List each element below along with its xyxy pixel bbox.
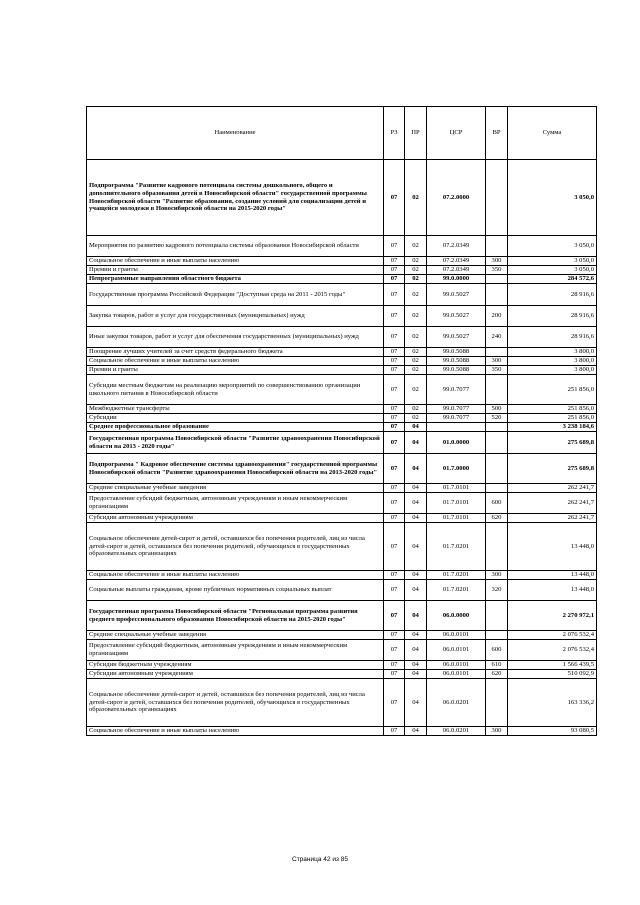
cell-rz: 07: [384, 284, 405, 306]
cell-csr: 99.0.5088: [427, 366, 486, 375]
cell-name: Межбюджетные трансферты: [87, 405, 384, 414]
page-number: Страница 42 из 85: [292, 856, 348, 863]
header-sum: Сумма: [508, 107, 597, 160]
cell-rz: 07: [384, 580, 405, 601]
cell-rz: 07: [384, 357, 405, 366]
cell-csr: 99.0.5088: [427, 357, 486, 366]
cell-sum: 3 800,0: [508, 357, 597, 366]
cell-pr: 04: [405, 670, 427, 679]
table-row: [87, 236, 597, 257]
cell-vr: 620: [486, 670, 508, 679]
cell-rz: 07: [384, 423, 405, 432]
cell-sum: 251 856,0: [508, 414, 597, 423]
cell-name: Средние специальные учебные заведения: [87, 484, 384, 493]
cell-csr: 99.0.5027: [427, 284, 486, 306]
cell-name: Государственная программа Российской Федерации "Доступная среда на 2011 - 2015 годы": [87, 284, 384, 306]
cell-rz: 07: [384, 670, 405, 679]
cell-rz: 07: [384, 514, 405, 523]
cell-csr: 06.0.0000: [427, 601, 486, 631]
table-row: [87, 601, 597, 631]
table-row: [87, 423, 597, 432]
cell-sum: 275 689,8: [508, 454, 597, 484]
cell-name: Премии и гранты: [87, 266, 384, 275]
cell-sum: 3 050,0: [508, 257, 597, 266]
cell-name: Социальное обеспечение детей-сирот и детей, оставшихся без попечения родителей, лиц из числа детей-сирот и детей, оставшихся без попечения родителей, обучающихся в государственных образовательных организациях: [87, 523, 384, 571]
cell-sum: 28 916,6: [508, 284, 597, 306]
cell-sum: 262 241,7: [508, 484, 597, 493]
cell-csr: 06.0.0101: [427, 631, 486, 640]
cell-sum: 28 916,6: [508, 327, 597, 348]
table-row: [87, 414, 597, 423]
cell-pr: 02: [405, 266, 427, 275]
cell-vr: [486, 631, 508, 640]
cell-pr: 04: [405, 580, 427, 601]
cell-name: Поощрение лучших учителей за счет средств федерального бюджета: [87, 348, 384, 357]
cell-sum: 163 336,2: [508, 679, 597, 727]
table-row: [87, 257, 597, 266]
cell-sum: 13 448,0: [508, 580, 597, 601]
cell-vr: 350: [486, 366, 508, 375]
cell-rz: 07: [384, 414, 405, 423]
cell-vr: [486, 523, 508, 571]
table-row: [87, 348, 597, 357]
cell-pr: 02: [405, 284, 427, 306]
cell-sum: 3 050,0: [508, 236, 597, 257]
table-row: [87, 375, 597, 405]
table-row: [87, 454, 597, 484]
cell-csr: 01.7.0000: [427, 454, 486, 484]
cell-pr: 04: [405, 679, 427, 727]
cell-pr: 04: [405, 571, 427, 580]
cell-pr: 02: [405, 257, 427, 266]
cell-sum: 93 080,5: [508, 727, 597, 736]
cell-pr: 04: [405, 523, 427, 571]
cell-csr: 01.7.0101: [427, 493, 486, 514]
cell-pr: 04: [405, 514, 427, 523]
cell-csr: 99.0.5027: [427, 306, 486, 327]
cell-csr: 01.7.0101: [427, 484, 486, 493]
cell-sum: 3 800,0: [508, 366, 597, 375]
cell-csr: [427, 423, 486, 432]
cell-vr: 600: [486, 493, 508, 514]
cell-csr: 99.0.5027: [427, 327, 486, 348]
cell-csr: 01.0.0000: [427, 432, 486, 454]
budget-table: [86, 106, 597, 736]
cell-rz: 07: [384, 266, 405, 275]
cell-csr: 06.0.0101: [427, 670, 486, 679]
cell-pr: 02: [405, 275, 427, 284]
cell-sum: 284 572,6: [508, 275, 597, 284]
header-name: Наименование: [87, 107, 384, 160]
table-row: [87, 727, 597, 736]
cell-name: Субсидии местным бюджетам на реализацию мероприятий по совершенствованию организации школьного питания в Новосибирской области: [87, 375, 384, 405]
cell-rz: 07: [384, 275, 405, 284]
table-row: [87, 661, 597, 670]
cell-sum: 13 448,0: [508, 571, 597, 580]
cell-vr: 200: [486, 306, 508, 327]
table-row: [87, 405, 597, 414]
cell-pr: 02: [405, 414, 427, 423]
cell-pr: 02: [405, 236, 427, 257]
table-row: [87, 266, 597, 275]
cell-sum: 2 076 532,4: [508, 640, 597, 661]
cell-csr: 99.0.0000: [427, 275, 486, 284]
cell-sum: 262 241,7: [508, 514, 597, 523]
cell-rz: 07: [384, 661, 405, 670]
table-header-row: [87, 107, 597, 160]
cell-pr: 04: [405, 661, 427, 670]
cell-name: Социальное обеспечение детей-сирот и детей, оставшихся без попечения родителей, лиц из числа детей-сирот и детей, оставшихся без попечения родителей, обучающихся в государственных образовательных организациях: [87, 679, 384, 727]
cell-csr: 99.0.7077: [427, 414, 486, 423]
cell-sum: 3 050,0: [508, 266, 597, 275]
cell-vr: [486, 284, 508, 306]
cell-name: Подпрограмма " Кадровое обеспечение системы здравоохранения" государственной программы Новосибирской области "Развитие здравоохранения Новосибирской области на 2013-2020 годы": [87, 454, 384, 484]
header-vr: ВР: [486, 107, 508, 160]
cell-rz: 07: [384, 306, 405, 327]
cell-vr: 350: [486, 266, 508, 275]
cell-rz: 07: [384, 160, 405, 236]
cell-pr: 04: [405, 727, 427, 736]
cell-csr: 01.7.0201: [427, 571, 486, 580]
cell-pr: 02: [405, 348, 427, 357]
cell-rz: 07: [384, 523, 405, 571]
cell-sum: 510 092,9: [508, 670, 597, 679]
cell-pr: 02: [405, 160, 427, 236]
table-row: [87, 284, 597, 306]
cell-rz: 07: [384, 571, 405, 580]
table-row: [87, 493, 597, 514]
table-row: [87, 275, 597, 284]
header-csr: ЦСР: [427, 107, 486, 160]
cell-name: Социальное обеспечение и иные выплаты населению: [87, 357, 384, 366]
cell-vr: [486, 454, 508, 484]
cell-name: Государственная программа Новосибирской области "Региональная программа развития среднего профессионального образования Новосибирской области на 2015-2020 годы": [87, 601, 384, 631]
cell-csr: 99.0.7077: [427, 405, 486, 414]
cell-name: Иные закупки товаров, работ и услуг для обеспечения государственных (муниципальных) нужд: [87, 327, 384, 348]
table-row: [87, 523, 597, 571]
table-row: [87, 306, 597, 327]
cell-name: Социальное обеспечение и иные выплаты населению: [87, 727, 384, 736]
cell-csr: 99.0.5088: [427, 348, 486, 357]
cell-vr: 320: [486, 580, 508, 601]
cell-csr: 01.7.0201: [427, 523, 486, 571]
cell-vr: 300: [486, 571, 508, 580]
cell-sum: 262 241,7: [508, 493, 597, 514]
cell-name: Субсидии автономным учреждениям: [87, 670, 384, 679]
table-row: [87, 484, 597, 493]
cell-rz: 07: [384, 454, 405, 484]
cell-name: Социальные выплаты гражданам, кроме публичных нормативных социальных выплат: [87, 580, 384, 601]
cell-sum: 275 689,8: [508, 432, 597, 454]
cell-rz: 07: [384, 679, 405, 727]
cell-name: Предоставление субсидий бюджетным, автономным учреждениям и иным некоммерческим организациям: [87, 640, 384, 661]
cell-rz: 07: [384, 484, 405, 493]
table-row: [87, 571, 597, 580]
table-row: [87, 357, 597, 366]
cell-pr: 04: [405, 423, 427, 432]
cell-vr: 300: [486, 257, 508, 266]
cell-vr: 520: [486, 414, 508, 423]
header-rz: РЗ: [384, 107, 405, 160]
cell-name: Государственная программа Новосибирской области "Развитие здравоохранения Новосибирской области на 2013 - 2020 годы": [87, 432, 384, 454]
cell-csr: 07.2.0349: [427, 236, 486, 257]
cell-pr: 02: [405, 357, 427, 366]
cell-pr: 02: [405, 327, 427, 348]
cell-sum: 28 916,6: [508, 306, 597, 327]
cell-vr: [486, 423, 508, 432]
cell-rz: 07: [384, 236, 405, 257]
cell-sum: 13 448,0: [508, 523, 597, 571]
cell-name: Подпрограмма "Развитие кадрового потенциала системы дошкольного, общего и дополнительного образования детей в Новосибирской области" государственной программы Новосибирской области "Развитие образования, создание условий для социализации детей и учащейся молодежи в Новосибирской области на 2015-2020 годы": [87, 160, 384, 236]
cell-vr: 240: [486, 327, 508, 348]
cell-rz: 07: [384, 493, 405, 514]
cell-sum: 1 566 439,5: [508, 661, 597, 670]
cell-rz: 07: [384, 601, 405, 631]
table-row: [87, 327, 597, 348]
cell-csr: 07.2.0000: [427, 160, 486, 236]
cell-pr: 04: [405, 454, 427, 484]
cell-csr: 01.7.0101: [427, 514, 486, 523]
cell-pr: 04: [405, 631, 427, 640]
cell-name: Закупка товаров, работ и услуг для государственных (муниципальных) нужд: [87, 306, 384, 327]
table-row: [87, 432, 597, 454]
cell-vr: [486, 160, 508, 236]
cell-pr: 02: [405, 306, 427, 327]
cell-rz: 07: [384, 727, 405, 736]
cell-rz: 07: [384, 327, 405, 348]
cell-sum: 2 076 532,4: [508, 631, 597, 640]
cell-rz: 07: [384, 432, 405, 454]
cell-vr: [486, 601, 508, 631]
cell-vr: [486, 375, 508, 405]
cell-name: Непрограммные направления областного бюджета: [87, 275, 384, 284]
cell-pr: 02: [405, 366, 427, 375]
cell-vr: [486, 236, 508, 257]
cell-rz: 07: [384, 405, 405, 414]
cell-sum: 3 800,0: [508, 348, 597, 357]
cell-vr: 620: [486, 514, 508, 523]
table-row: [87, 160, 597, 236]
cell-vr: 610: [486, 661, 508, 670]
cell-vr: 500: [486, 405, 508, 414]
cell-pr: 04: [405, 493, 427, 514]
cell-name: Средние специальные учебные заведения: [87, 631, 384, 640]
cell-vr: [486, 275, 508, 284]
cell-csr: 06.0.0101: [427, 661, 486, 670]
cell-pr: 04: [405, 640, 427, 661]
table-row: [87, 580, 597, 601]
cell-name: Премии и гранты: [87, 366, 384, 375]
cell-name: Субсидии бюджетным учреждениям: [87, 661, 384, 670]
cell-sum: 251 856,0: [508, 405, 597, 414]
header-pr: ПР: [405, 107, 427, 160]
cell-rz: 07: [384, 257, 405, 266]
cell-name: Социальное обеспечение и иные выплаты населению: [87, 257, 384, 266]
cell-vr: [486, 679, 508, 727]
cell-csr: 07.2.0349: [427, 257, 486, 266]
cell-csr: 06.0.0101: [427, 640, 486, 661]
cell-rz: 07: [384, 631, 405, 640]
cell-pr: 04: [405, 432, 427, 454]
cell-name: Социальное обеспечение и иные выплаты населению: [87, 571, 384, 580]
table-row: [87, 679, 597, 727]
table-row: [87, 514, 597, 523]
table-row: [87, 670, 597, 679]
cell-pr: 02: [405, 375, 427, 405]
cell-rz: 07: [384, 640, 405, 661]
cell-csr: 07.2.0349: [427, 266, 486, 275]
cell-rz: 07: [384, 375, 405, 405]
cell-rz: 07: [384, 366, 405, 375]
cell-sum: 3 050,0: [508, 160, 597, 236]
table-body: [87, 160, 597, 736]
cell-vr: [486, 484, 508, 493]
cell-name: Субсидии автономным учреждениям: [87, 514, 384, 523]
cell-csr: 99.0.7077: [427, 375, 486, 405]
cell-csr: 06.0.0201: [427, 727, 486, 736]
cell-vr: 300: [486, 357, 508, 366]
cell-pr: 04: [405, 484, 427, 493]
cell-sum: 2 270 972,1: [508, 601, 597, 631]
cell-csr: 06.0.0201: [427, 679, 486, 727]
cell-vr: 300: [486, 727, 508, 736]
cell-name: Предоставление субсидий бюджетным, автономным учреждениям и иным некоммерческим организациям: [87, 493, 384, 514]
cell-vr: [486, 348, 508, 357]
cell-name: Субсидии: [87, 414, 384, 423]
cell-vr: [486, 432, 508, 454]
cell-sum: 3 238 184,6: [508, 423, 597, 432]
cell-name: Среднее профессиональное образование: [87, 423, 384, 432]
cell-rz: 07: [384, 348, 405, 357]
table-row: [87, 640, 597, 661]
table-row: [87, 631, 597, 640]
cell-pr: 02: [405, 405, 427, 414]
table-row: [87, 366, 597, 375]
cell-pr: 04: [405, 601, 427, 631]
cell-vr: 600: [486, 640, 508, 661]
cell-csr: 01.7.0201: [427, 580, 486, 601]
cell-sum: 251 856,0: [508, 375, 597, 405]
cell-name: Мероприятия по развитию кадрового потенциала системы образования Новосибирской области: [87, 236, 384, 257]
